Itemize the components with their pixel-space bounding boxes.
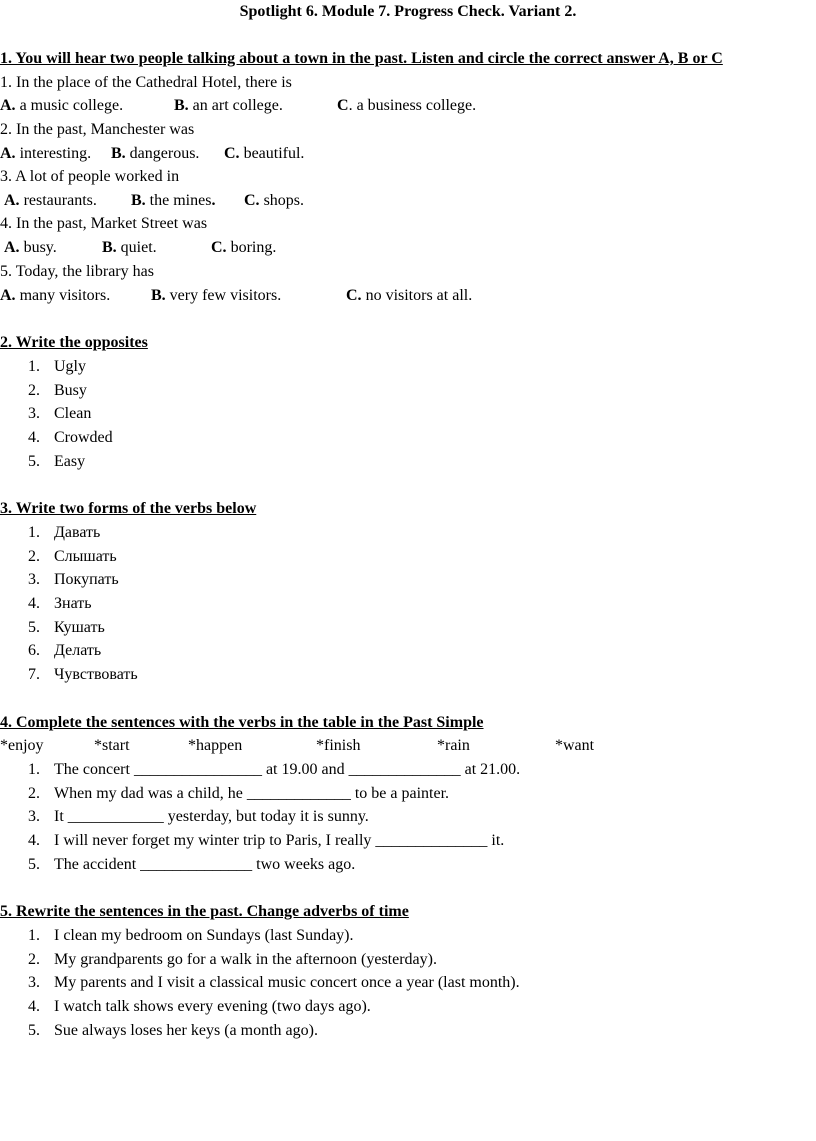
list-item: 1. I clean my bedroom on Sundays (last Sunday). [28,927,354,944]
question-3-options [0,191,816,213]
list-item: 1. Ugly [28,358,86,375]
list-item: 2. Busy [28,382,87,399]
option-c[interactable]: C. a business college. [337,97,477,114]
question-5-options [0,286,816,308]
verb-bank-item: *enjoy [0,737,44,754]
section3-heading: 3. Write two forms of the verbs below [0,500,257,517]
option-a[interactable]: A. busy. [4,239,57,256]
list-item: 2. Слышать [28,548,117,565]
list-item: 2. When my dad was a child, he _____________ to be a painter. [28,785,450,802]
option-b[interactable]: B. dangerous. [111,145,200,162]
verb-bank [0,736,816,758]
verb-bank-item: *start [94,737,130,754]
option-a[interactable]: A. a music college. [0,97,124,114]
section2-heading: 2. Write the opposites [0,334,148,351]
question-1-text: 1. In the place of the Cathedral Hotel, there is [0,74,292,91]
verb-bank-item: *rain [437,737,470,754]
option-c[interactable]: C. boring. [211,239,277,256]
question-5-text: 5. Today, the library has [0,263,154,280]
list-item: 5. Sue always loses her keys (a month ago). [28,1022,318,1039]
option-c[interactable]: C. no visitors at all. [346,287,473,304]
option-c[interactable]: C. beautiful. [224,145,305,162]
option-b[interactable]: B. the mines. [131,192,216,209]
list-item: 3. Покупать [28,571,119,588]
question-4-text: 4. In the past, Market Street was [0,215,208,232]
list-item: 3. It ____________ yesterday, but today it is sunny. [28,808,369,825]
list-item: 4. Crowded [28,429,113,446]
list-item: 1. Давать [28,524,101,541]
verb-bank-item: *happen [188,737,243,754]
option-a[interactable]: A. many visitors. [0,287,111,304]
list-item: 5. Easy [28,453,86,470]
list-item: 6. Делать [28,642,102,659]
list-item: 2. My grandparents go for a walk in the afternoon (yesterday). [28,951,437,968]
question-4-options [0,238,816,260]
question-3-text: 3. A lot of people worked in [0,168,180,185]
list-item: 1. The concert ________________ at 19.00 and ______________ at 21.00. [28,761,521,778]
question-1-options [0,96,816,118]
list-item: 5. The accident ______________ two weeks ago. [28,856,356,873]
section4-heading: 4. Complete the sentences with the verbs in the table in the Past Simple [0,714,484,731]
section5-heading: 5. Rewrite the sentences in the past. Change adverbs of time [0,903,409,920]
question-2-options [0,144,816,166]
page-title: Spotlight 6. Module 7. Progress Check. Variant 2. [239,3,577,20]
list-item: 5. Кушать [28,619,105,636]
option-a[interactable]: A. interesting. [0,145,92,162]
option-b[interactable]: B. quiet. [102,239,157,256]
question-2-text: 2. In the past, Manchester was [0,121,195,138]
list-item: 4. I watch talk shows every evening (two days ago). [28,998,371,1015]
list-item: 3. My parents and I visit a classical music concert once a year (last month). [28,974,520,991]
list-item: 3. Clean [28,405,92,422]
option-b[interactable]: B. very few visitors. [151,287,282,304]
list-item: 4. I will never forget my winter trip to Paris, I really ______________ it. [28,832,505,849]
list-item: 7. Чувствовать [28,666,138,683]
verb-bank-item: *finish [316,737,361,754]
option-c[interactable]: C. shops. [244,192,305,209]
section1-heading: 1. You will hear two people talking about a town in the past. Listen and circle the correct answer A, B or C [0,50,723,67]
option-a[interactable]: A. restaurants. [4,192,97,209]
verb-bank-item: *want [555,737,595,754]
list-item: 4. Знать [28,595,92,612]
option-b[interactable]: B. an art college. [174,97,283,114]
